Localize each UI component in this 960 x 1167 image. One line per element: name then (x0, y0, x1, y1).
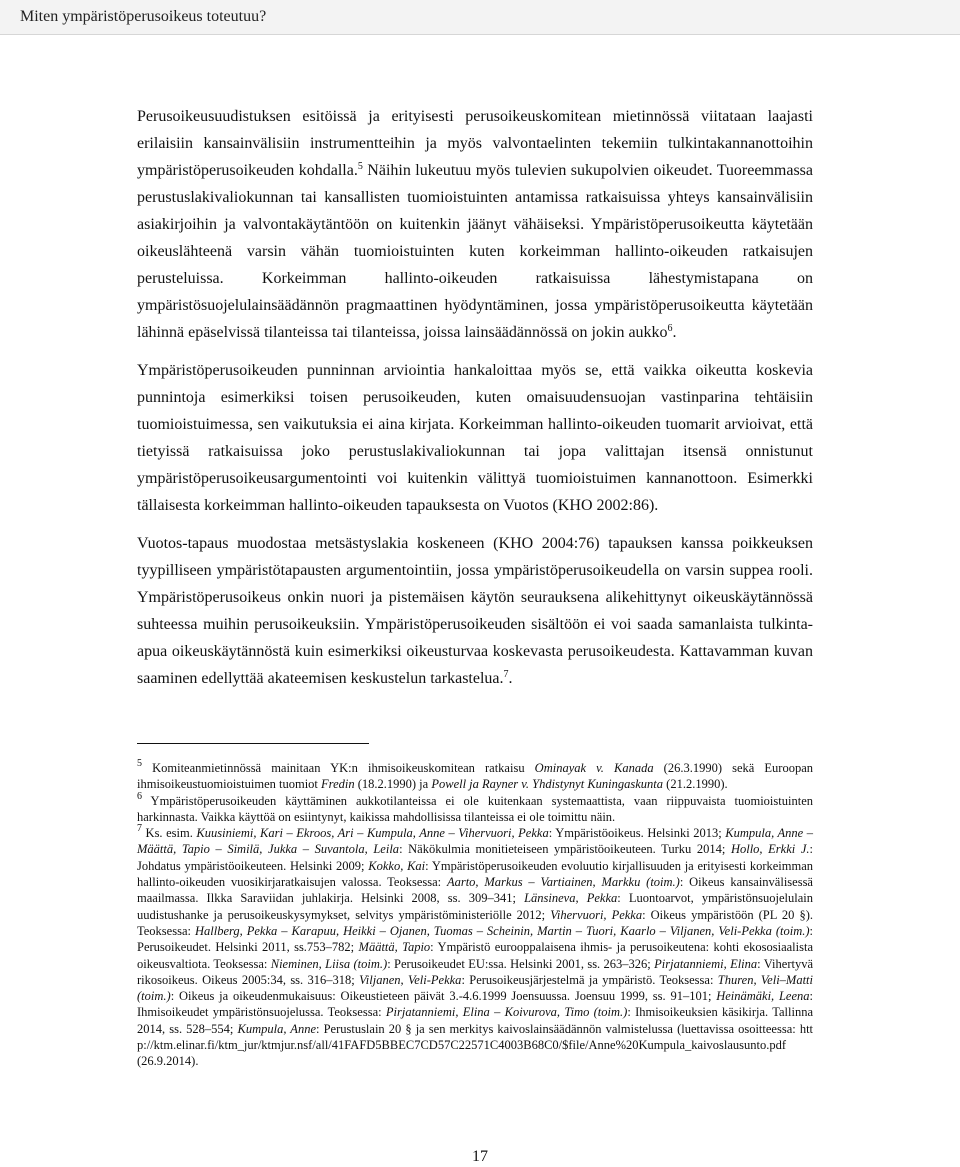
paragraph-3: Vuotos-tapaus muodostaa metsästyslakia koskeneen (KHO 2004:76) tapauksen kanssa poikkeuksen tyypilliseen ympäristötapausten argumentointiin, jossa ympäristöperusoikeudella on varsin suppea rooli. Ympäristöperusoikeus onkin nuori ja pistemäisen käytön seurauksena alikehittynyt oikeuskäytännössä suhteessa muihin perusoikeuksiin. Ympäristöperusoikeuden sisältöön ei voi saada samanlaista tulkinta-apua oikeuskäytännöstä kuin esimerkiksi oikeusturvaa koskevasta perusoikeudesta. Kattavamman kuvan saaminen edellyttää akateemisen keskustelun tarkastelua.$^7$. (137, 535, 813, 687)
footnote-separator (137, 743, 369, 744)
footnotes (137, 760, 813, 1070)
document-title: Miten ympäristöperusoikeus toteutuu? (20, 8, 267, 25)
footnote-link[interactable]: http://ktm.elinar.fi/ktm_jur/ktmjur.nsf/all/41FAFD5BBEC7CD57C22571C4003B68C0/$file/Anne%20Kumpula_kaivoslausunto.pdf (137, 1021, 814, 1053)
page-number: 17 (472, 1148, 488, 1165)
footnote-5: $^5$ Komiteanmietinnössä mainitaan YK:n ihmisoikeuskomitean ratkaisu Ominayak v. Kanada (26.3.1990) sekä Euroopan ihmisoikeustuomioistuimen tuomiot Fredin (18.2.1990) ja Powell ja Rayner v. Yhdistynyt Kuningaskunta (21.2.1990). (137, 758, 813, 792)
footnote-ref-7[interactable]: 7 (503, 669, 509, 680)
footnote-ref-5[interactable]: 5 (357, 161, 363, 172)
body-text (137, 103, 813, 703)
paragraph-1: Perusoikeusuudistuksen esitöissä ja erityisesti perusoikeuskomitean mietinnössä viitataan laajasti erilaisiin kansainvälisiin instrumentteihin ja myös valvontaelinten tekemiin tulkintakannanottoihin ympäristöperusoikeuden kohdalla.$^5$ Näihin lukeutuu myös tulevien sukupolvien oikeudet. Tuoreemmassa perustuslakivaliokunnan tai kansallisten tuomioistuinten antamissa ratkaisuissa yhteys kansainvälisiin asiakirjoihin ja valvontakäytäntöön on kuitenkin jäänyt vähäiseksi. Ympäristöperusoikeutta käytetään oikeuslähteenä varsin vähän tuomioistuinten kuten korkeimman hallinto-oikeuden ratkaisujen perusteluissa. Korkeimman hallinto-oikeuden ratkaisuissa lähestymistapana on ympäristösuojelulainsäädännön pragmaattinen hyödyntäminen, jossa ympäristöperusoikeutta käytetään lähinnä epäselvissä tilanteissa tai tilanteissa, joissa lainsäädännössä on jokin aukko$^6$. (137, 108, 814, 341)
header-bar (0, 0, 960, 35)
paragraph-2: Ympäristöperusoikeuden punninnan arviointia hankaloittaa myös se, että vaikka oikeutta koskevia punnintoja esimerkiksi toisen perusoikeuden, kuten omaisuudensuojan vastinparina tehtäisiin tuomioistuimessa, sen vaikutuksia ei aina kirjata. Korkeimman hallinto-oikeuden tuomarit arvioivat, että tietyissä ratkaisuissa joko perustuslakivaliokunnan tai jopa valittajan itsensä onnistunut ympäristöperusoikeusargumentointi voi kuitenkin välittyä tuomioistuimen kannanottoon. Esimerkki tällaisesta korkeimman hallinto-oikeuden tapauksesta on Vuotos (KHO 2002:86). (137, 362, 813, 514)
footnote-ref-6[interactable]: 6 (667, 323, 673, 334)
footnote-7: $^7$ Ks. esim. Kuusiniemi, Kari – Ekroos, Ari – Kumpula, Anne – Vihervuori, Pekka: Ympäristöoikeus. Helsinki 2013; Kumpula, Anne – Määttä, Tapio – Similä, Jukka – Suvantola, Leila: Näkökulmia monitieteiseen ympäristöoikeuteen. Turku 2014; Hollo, Erkki J.: Johdatus ympäristöoikeuteen. Helsinki 2009; Kokko, Kai: Ympäristöperusoikeuden evoluutio kirjallisuuden ja erityisesti korkeimman hallinto-oikeuden vuosikirjaratkaisujen valossa. Teoksessa: Aarto, Markus – Vartiainen, Markku (toim.): Oikeus kansainvälisessä maailmassa. Ilkka Saraviidan juhlakirja. Helsinki 2008, ss. 309–341; Länsineva, Pekka: Luontoarvot, ympäristönsuojelulain uudistushanke ja perusoikeuskysymykset, selvitys ympäristöministeriölle 2012; Vihervuori, Pekka: Oikeus ympäristöön (PL 20 §). Teoksessa: Hallberg, Pekka – Karapuu, Heikki – Ojanen, Tuomas – Scheinin, Martin – Tuori, Kaarlo – Viljanen, Veli-Pekka (toim.): Perusoikeudet. Helsinki 2011, ss.753–782; Määttä, Tapio: Ympäristö eurooppalaisena ihmis- ja perusoikeutena: kohti ekososiaalista oikeusvaltiota. Teoksessa: Nieminen, Liisa (toim.): Perusoikeudet EU:ssa. Helsinki 2001, ss. 263–326; Pirjatanniemi, Elina: Vihertyvä rikosoikeus. Oikeus 2005:34, ss. 316–318; Viljanen, Veli-Pekka: Perusoikeusjärjestelmä ja ympäristö. Teoksessa: Thuren, Veli–Matti (toim.): Oikeus ja oikeudenmukaisuus: Oikeustieteen päivät 3.-4.6.1999 Joensuussa. Joensuu 1999, ss. 91–101; Heinämäki, Leena: Ihmisoikeudet ympäristönsuojelussa. Teoksessa: Pirjatanniemi, Elina – Koivurova, Timo (toim.): Ihmisoikeuksien käsikirja. Tallinna 2014, ss. 528–554; Kumpula, Anne: Perustuslain 20 § ja sen merkitys kaivoslainsäädännön valmistelussa (luettavissa osoitteessa: http://ktm.elinar.fi/ktm_jur/ktmjur.nsf/all/41FAFD5BBEC7CD57C22571C4003B68C0/$file/Anne%20Kumpula_kaivoslausunto.pdf (26.9.2014). (137, 823, 814, 1069)
footnote-6: $^6$ Ympäristöperusoikeuden käyttäminen aukkotilanteissa ei ole kuitenkaan systemaattista, vaan riippuvaista tuomioistuinten harkinnasta. Vaikka käyttöä on esiintynyt, kaikissa mahdollisissa tilanteissa ei ole toimittu näin. (137, 790, 813, 824)
